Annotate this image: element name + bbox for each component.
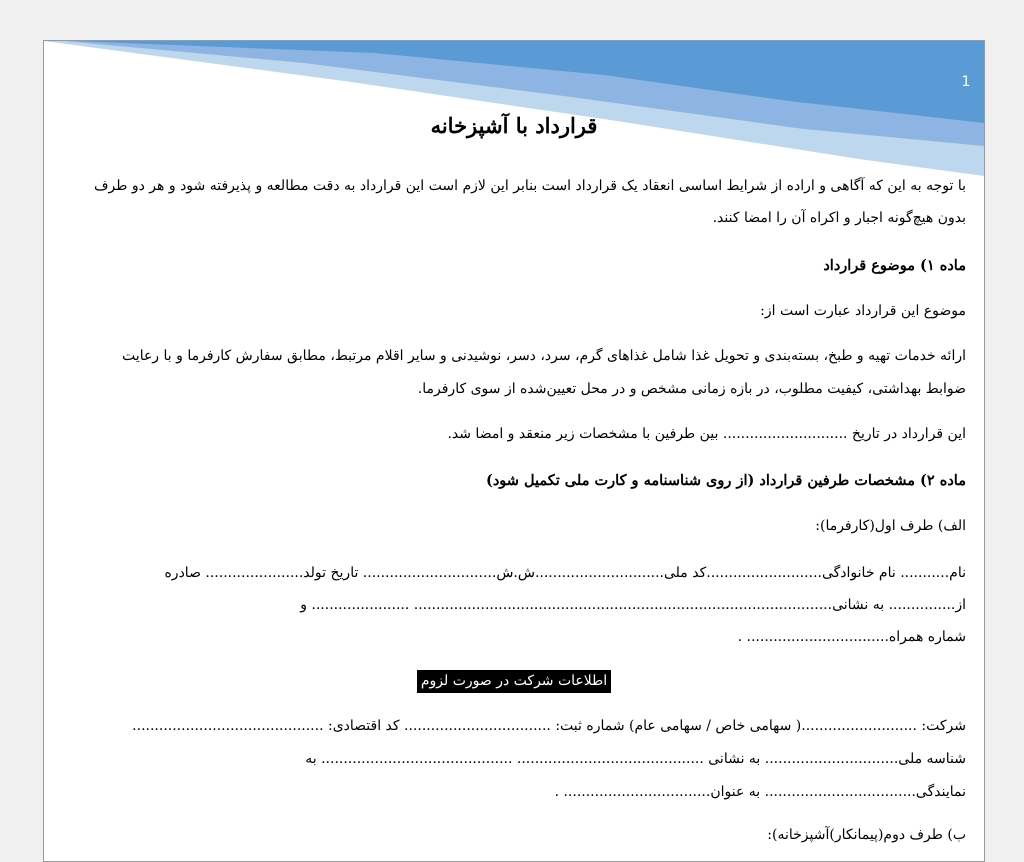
party-one-address-line: از............... به نشانی.............................................................................................. ...................... و (300, 597, 966, 613)
document-title: قرارداد با آشپزخانه (430, 113, 598, 138)
header-banner (44, 41, 984, 176)
party-two-label: ب) طرف دوم(پیمانکار)آشپزخانه): (767, 827, 966, 843)
company-info-box-wrapper (44, 670, 984, 693)
company-representative-line: نمایندگی.................................. به عنوان................................. . (554, 784, 966, 800)
company-registration-line: شرکت: ..........................( سهامی خاص / سهامی عام) شماره ثبت: ................................. کد اقتصادی: ........................................... (132, 718, 966, 734)
intro-line-1: با توجه به این که آگاهی و اراده از شرایط اساسی انعقاد یک قرارداد است بنابر این لازم است این قرارداد به دقت مطالعه و پذیرفته شود و هر دو طرف (94, 178, 966, 194)
article-2-heading: ماده ۲) مشخصات طرفین قرارداد (از روی شناسنامه و کارت ملی تکمیل شود) (485, 472, 966, 489)
company-national-id-line: شناسه ملی.............................. به نشانی .......................................... ........................................... به (305, 751, 966, 767)
intro-line-2: بدون هیچ‌گونه اجبار و اکراه آن را امضا کنند. (712, 210, 966, 226)
article-1-text-line-1: ارائه خدمات تهیه و طبخ، بسته‌بندی و تحویل غذا شامل غذاهای گرم، سرد، دسر، نوشیدنی و سایر اقلام مرتبط، مطابق سفارش کارفرما و با رعایت (122, 348, 966, 364)
document-page (43, 40, 985, 862)
contract-date-line: این قرارداد در تاریخ ............................ بین طرفین با مشخصات زیر منعقد و امضا شد. (447, 426, 966, 442)
article-1-text-line-2: ضوابط بهداشتی، کیفیت مطلوب، در بازه زمانی مشخص و در محل تعیین‌شده از سوی کارفرما. (417, 381, 966, 397)
article-1-subject-label: موضوع این قرارداد عبارت است از: (760, 303, 966, 319)
article-1-heading: ماده ۱) موضوع قرارداد (823, 257, 966, 274)
party-one-name-line: نام........... نام خانوادگی..........................کد ملی.............................ش.ش.............................. تاریخ تولد...................... صادره (164, 565, 966, 581)
party-one-phone-line: شماره همراه................................ . (737, 629, 966, 645)
page-number: 1 (961, 74, 971, 90)
party-one-label: الف) طرف اول(کارفرما): (815, 518, 966, 534)
company-info-box: اطلاعات شرکت در صورت لزوم (417, 670, 611, 693)
